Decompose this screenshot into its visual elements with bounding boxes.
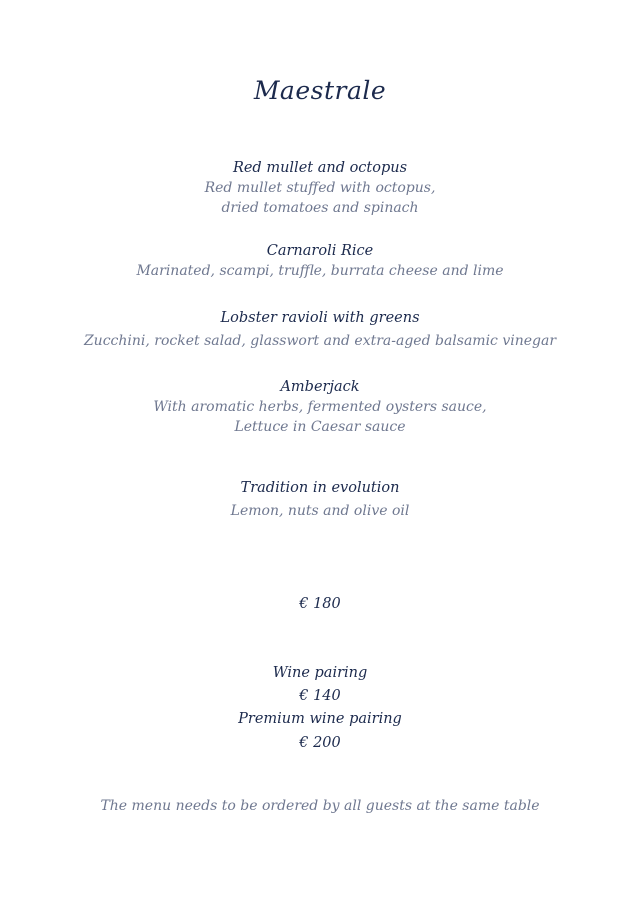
course-description: Lettuce in Caesar sauce (234, 419, 406, 435)
premium-wine-pairing-price: € 200 (299, 735, 341, 751)
menu-title: Maestrale (253, 76, 387, 105)
course-red-mullet (0, 158, 640, 218)
wine-pairing-price: € 140 (299, 688, 341, 704)
course-description: Marinated, scampi, truffle, burrata cheese and lime (136, 263, 504, 279)
course-description: Lemon, nuts and olive oil (230, 503, 410, 519)
course-amberjack (0, 377, 640, 437)
course-carnaroli-rice (0, 241, 640, 281)
course-name: Amberjack (280, 379, 360, 395)
course-lobster-ravioli (0, 308, 640, 351)
wine-pairing-label: Wine pairing (272, 665, 368, 681)
course-name: Lobster ravioli with greens (220, 310, 420, 326)
course-description: Zucchini, rocket salad, glasswort and extra-aged balsamic vinegar (83, 333, 557, 349)
course-name: Tradition in evolution (240, 480, 400, 496)
course-name: Red mullet and octopus (232, 160, 408, 176)
course-tradition-in-evolution (0, 478, 640, 521)
menu-price: € 180 (299, 596, 341, 612)
course-description: Red mullet stuffed with octopus, (204, 180, 436, 196)
course-name: Carnaroli Rice (266, 243, 374, 259)
footer-note: The menu needs to be ordered by all guests at the same table (100, 798, 540, 814)
course-description: With aromatic herbs, fermented oysters sauce, (153, 399, 487, 415)
course-description: dried tomatoes and spinach (221, 200, 419, 216)
premium-wine-pairing-label: Premium wine pairing (238, 711, 402, 727)
